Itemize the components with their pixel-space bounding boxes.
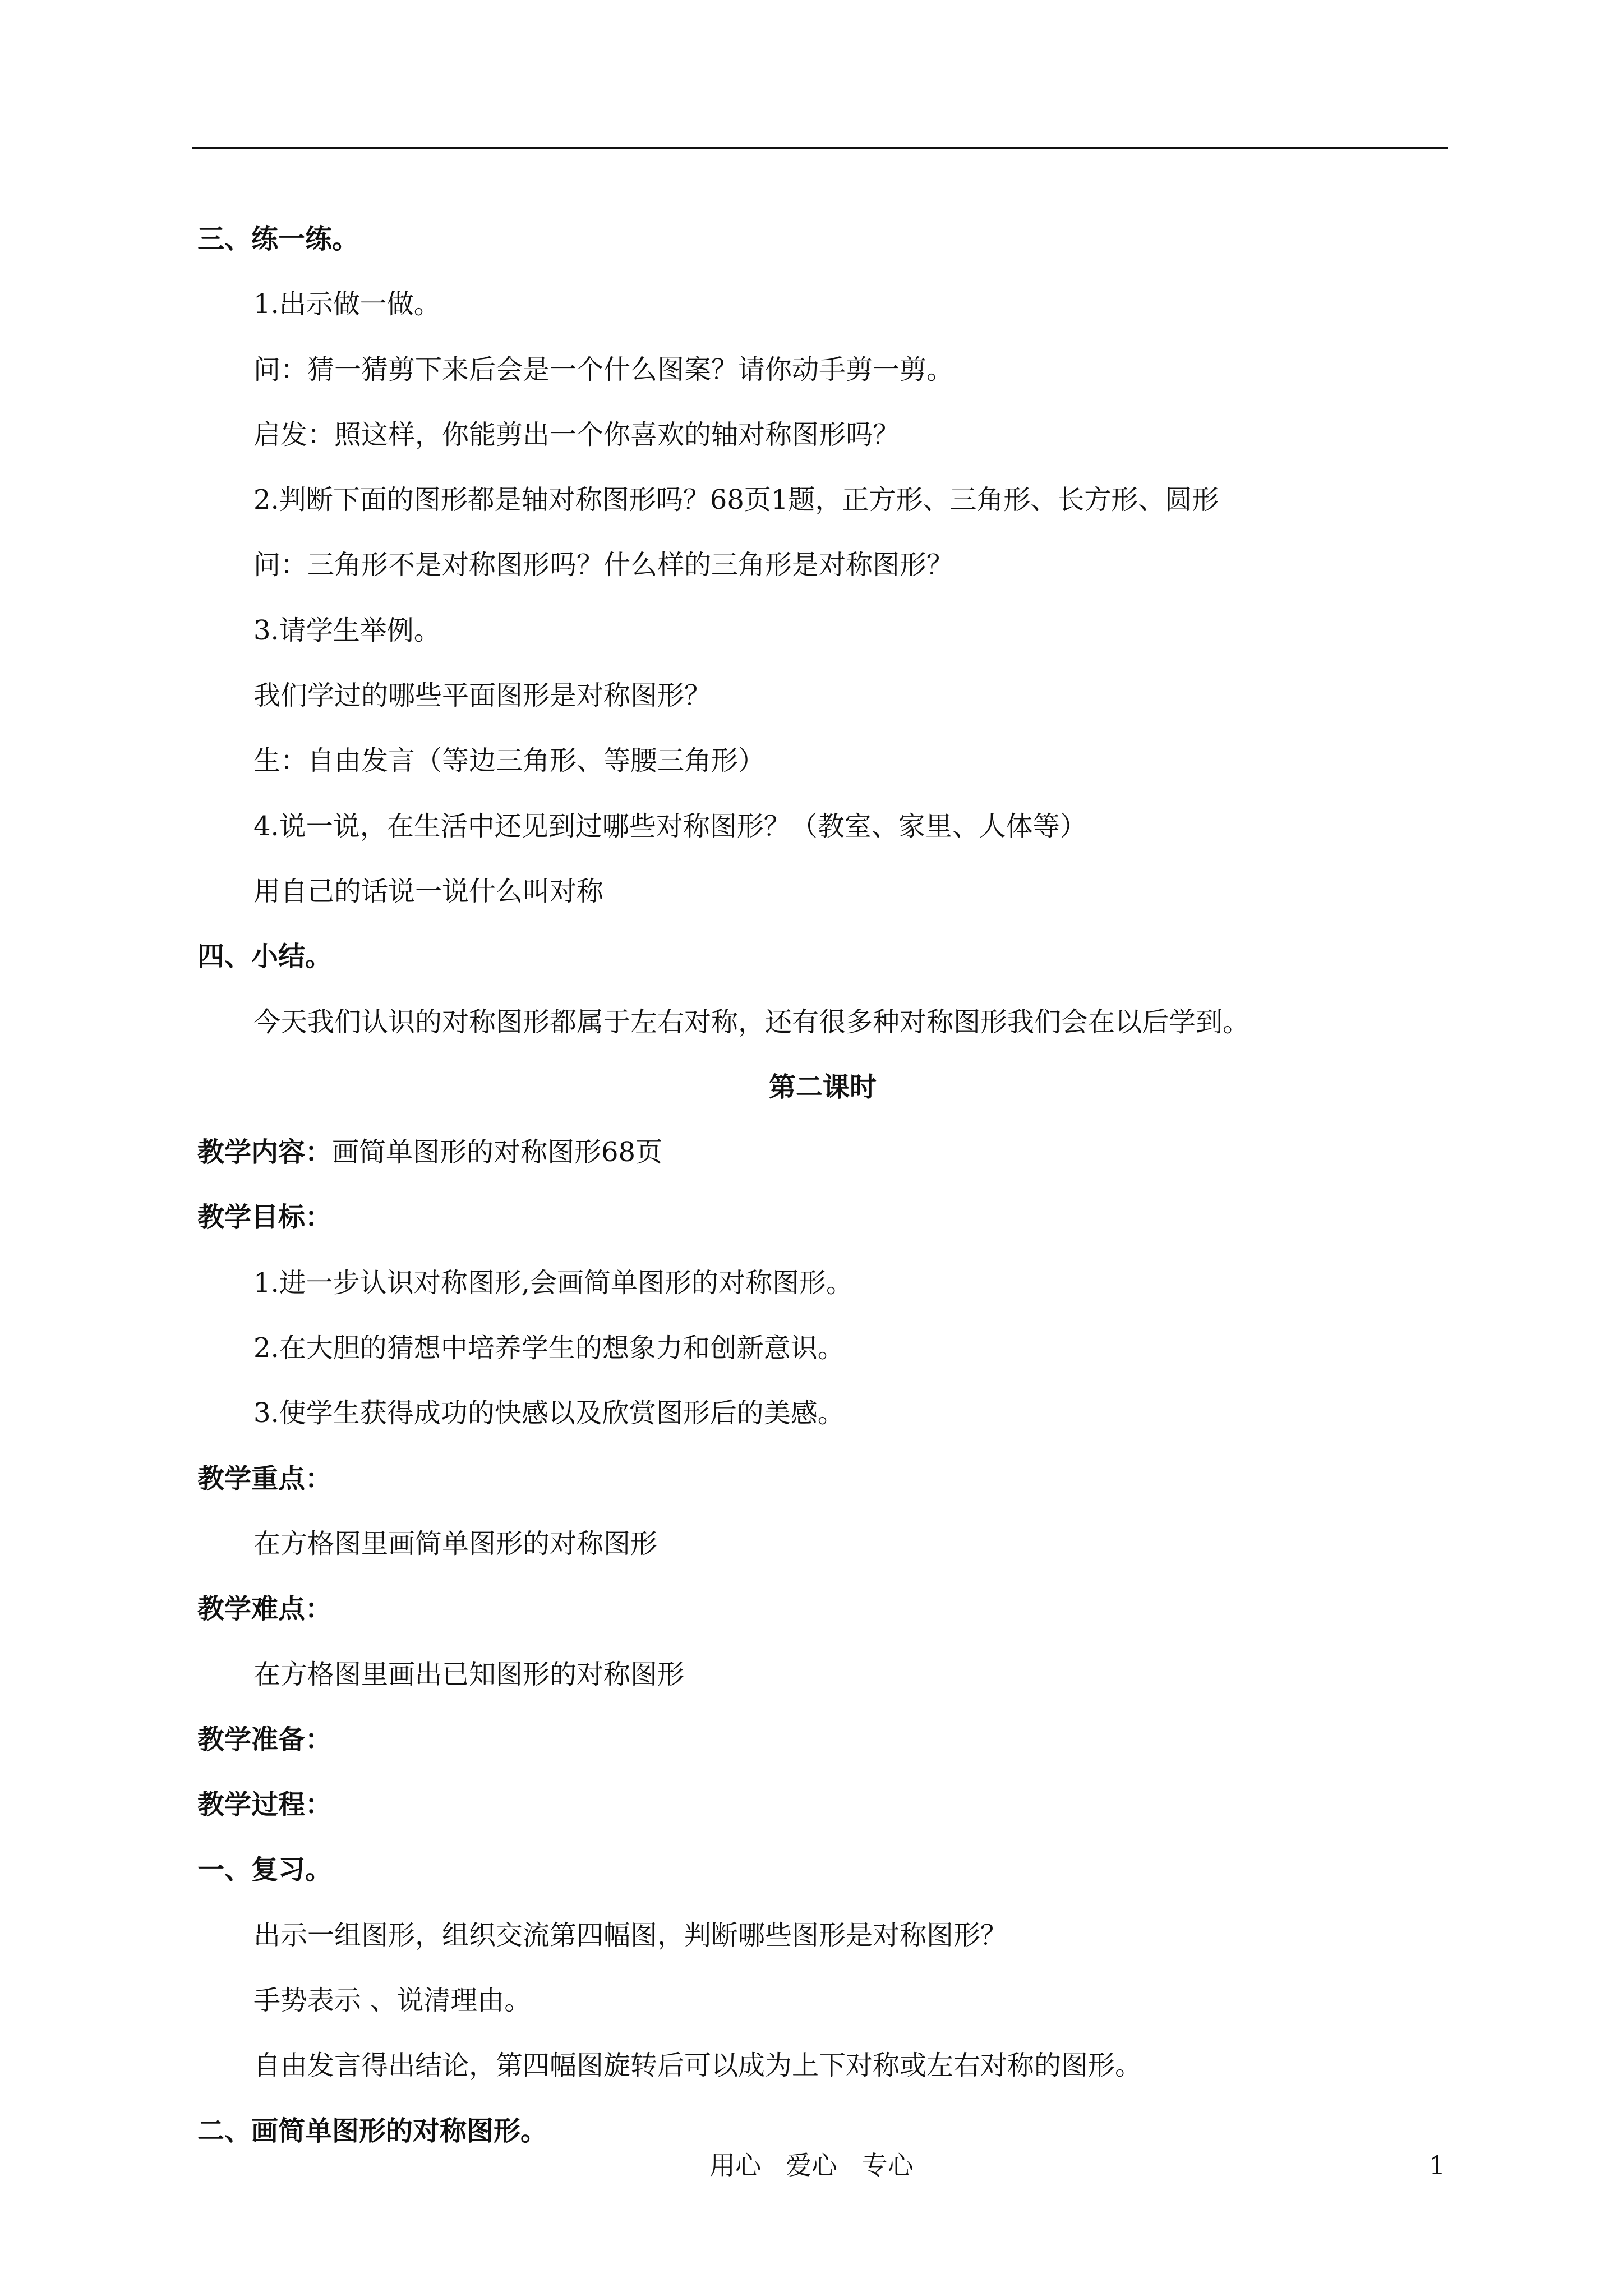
line-value: 画简单图形的对称图形68页 <box>332 1137 663 1168</box>
labeled-line <box>197 1120 1448 1185</box>
header-rule <box>192 147 1448 149</box>
section-heading: 教学过程： <box>197 1789 333 1821</box>
body-line: 今天我们认识的对称图形都属于左右对称，还有很多种对称图形我们会在以后学到。 <box>253 1006 1250 1038</box>
body-line: 在方格图里画出已知图形的对称图形 <box>253 1658 685 1690</box>
body-line: 1.进一步认识对称图形,会画简单图形的对称图形。 <box>253 1267 854 1299</box>
section-heading: 教学难点： <box>197 1593 333 1625</box>
body-line: 手势表示 、说清理由。 <box>253 1985 532 2017</box>
body-line: 3.使学生获得成功的快感以及欣赏图形后的美感。 <box>253 1397 845 1429</box>
body-line: 2.在大胆的猜想中培养学生的想象力和创新意识。 <box>253 1332 845 1364</box>
section-heading: 四、小结。 <box>197 941 333 973</box>
body-line: 在方格图里画简单图形的对称图形 <box>253 1527 658 1559</box>
document-body <box>197 206 1448 2164</box>
body-line: 问：猜一猜剪下来后会是一个什么图案？请你动手剪一剪。 <box>253 353 954 385</box>
section-heading: 二、画简单图形的对称图形。 <box>197 2115 548 2147</box>
section-heading: 一、复习。 <box>197 1854 333 1886</box>
section-heading: 教学重点： <box>197 1462 333 1494</box>
body-line: 问：三角形不是对称图形吗？什么样的三角形是对称图形？ <box>253 549 954 581</box>
body-line: 3.请学生举例。 <box>253 614 441 646</box>
body-line: 启发：照这样，你能剪出一个你喜欢的轴对称图形吗？ <box>253 418 900 450</box>
section-heading: 教学目标： <box>197 1202 333 1234</box>
footer-motto: 用心 爱心 专心 <box>709 2150 914 2180</box>
section-heading: 三、练一练。 <box>197 223 359 255</box>
section-heading: 教学准备： <box>197 1723 333 1755</box>
line-label: 教学内容： <box>197 1137 333 1168</box>
body-line: 自由发言得出结论，第四幅图旋转后可以成为上下对称或左右对称的图形。 <box>253 2050 1142 2082</box>
body-line: 我们学过的哪些平面图形是对称图形？ <box>253 680 712 712</box>
body-line: 1.出示做一做。 <box>253 288 441 320</box>
body-line: 出示一组图形，组织交流第四幅图，判断哪些图形是对称图形？ <box>253 1919 1008 1951</box>
body-line: 4.说一说，在生活中还见到过哪些对称图形？（教室、家里、人体等） <box>253 810 1087 842</box>
body-line: 用自己的话说一说什么叫对称 <box>253 875 604 907</box>
body-line: 2.判断下面的图形都是轴对称图形吗？68页1题，正方形、三角形、长方形、圆形 <box>253 484 1219 516</box>
lesson-title: 第二课时 <box>768 1071 877 1103</box>
body-line: 生：自由发言（等边三角形、等腰三角形） <box>253 745 766 777</box>
page-number: 1 <box>1429 2150 1446 2180</box>
